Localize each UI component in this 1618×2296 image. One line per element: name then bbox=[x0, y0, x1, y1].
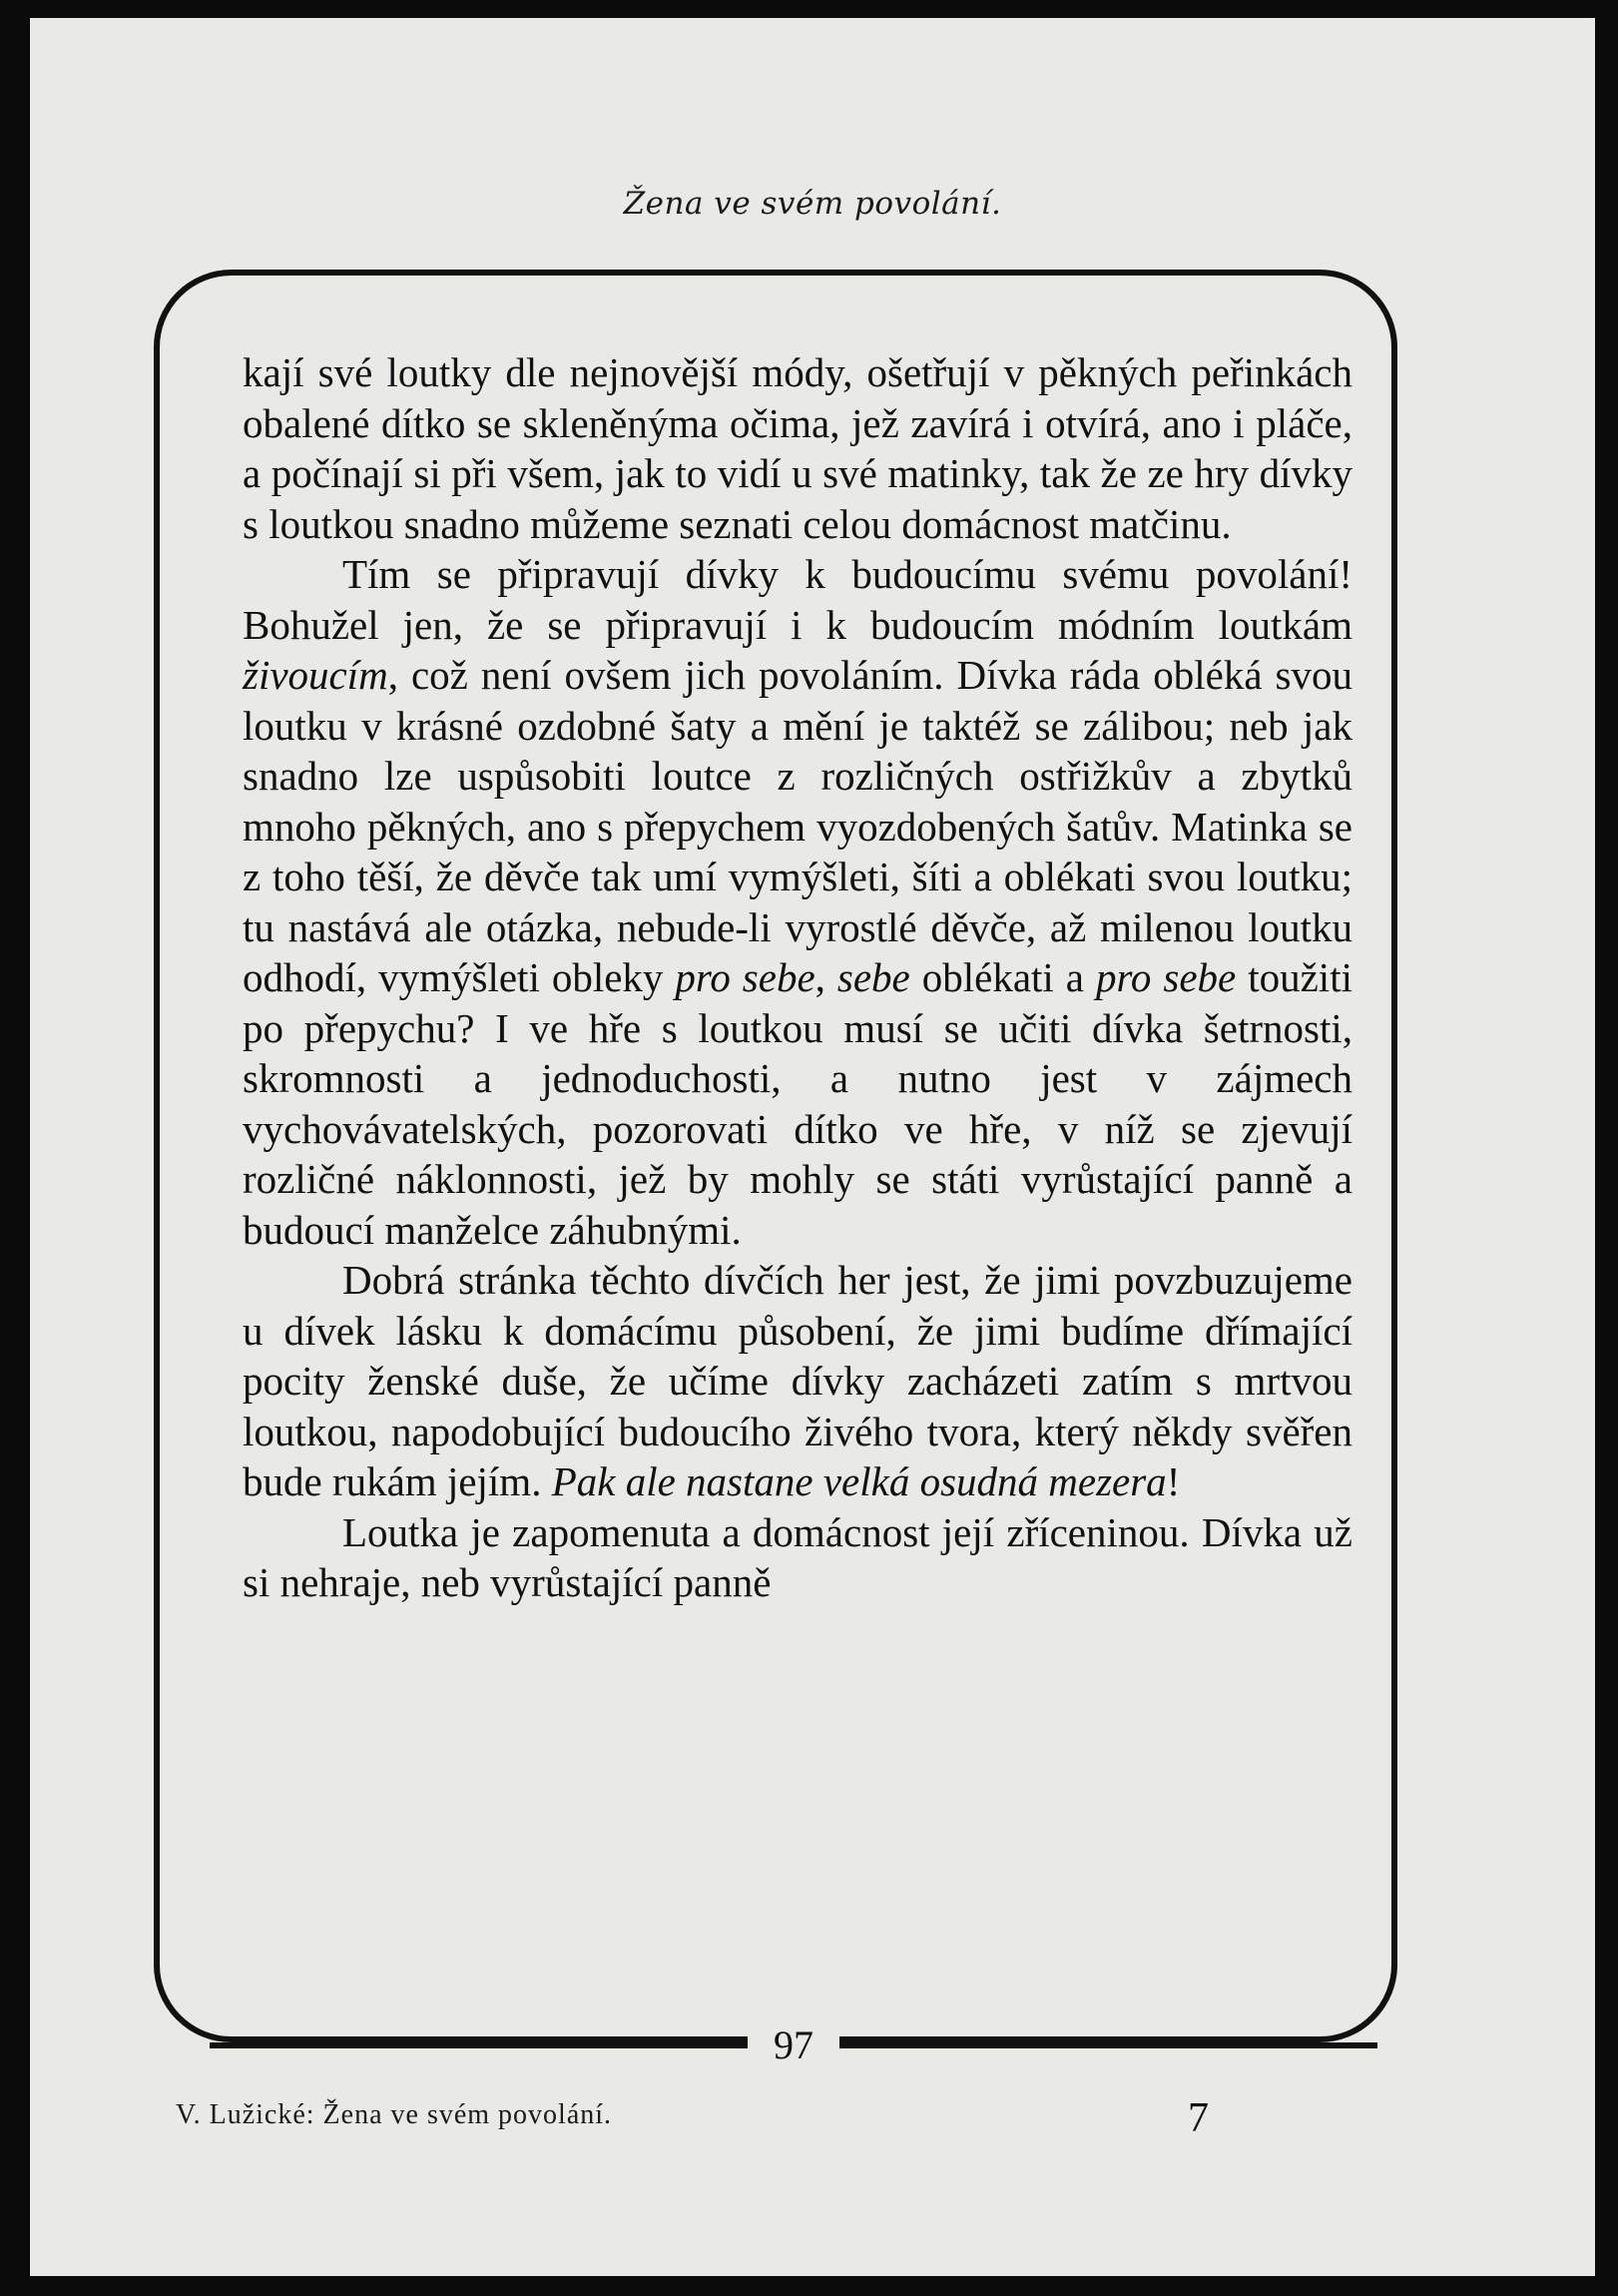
emphasis-run: živoucím bbox=[243, 652, 388, 698]
folio-rule-right bbox=[839, 2042, 1377, 2048]
text-run: , bbox=[814, 954, 837, 1000]
paragraph-2 bbox=[243, 549, 1352, 1255]
paragraph-3 bbox=[243, 1255, 1352, 1507]
emphasis-run: sebe bbox=[836, 954, 910, 1000]
text-run: toužiti po přepychu? I ve hře s loutkou musí se učiti dívka šetrnosti, skromnosti a jednoduchosti, a nutno jest v zájmech vychovávatelských, pozorovati dítko ve hře, v níž se zjevují rozličné náklonnosti, jež by mohly se státi vyrůstající panně a budoucí manželce záhubnými. bbox=[243, 954, 1352, 1253]
body-text bbox=[243, 347, 1352, 1608]
text-run: ! bbox=[1166, 1458, 1181, 1504]
signature-line: V. Lužické: Žena ve svém povolání. bbox=[176, 2099, 613, 2130]
text-run: , což není ovšem jich povoláním. Dívka ráda obléká svou loutku v krásné ozdobné šaty a mění je taktéž se zálibou; neb jak snadno lze uspůsobiti loutce z rozličných ostřižkův a zbytků mnoho pěkných, ano s přepychem vyozdobených šatův. Matinka se z toho těší, že děvče tak umí vymýšleti, šíti a oblékati svou loutku; tu nastává ale otázka, nebude-li vyrostlé děvče, až milenou loutku odhodí, vymýšleti obleky bbox=[243, 652, 1352, 1000]
folio-band bbox=[210, 2020, 1377, 2070]
paragraph-4: Loutka je zapomenuta a domácnost její zříceninou. Dívka už si nehraje, neb vyrůstající panně bbox=[243, 1508, 1352, 1605]
running-head: Žena ve svém povolání. bbox=[623, 186, 1002, 222]
paragraph-1: kají své loutky dle nejnovější módy, ošetřují v pěkných peřinkách obalené dítko se skleněnýma očima, jež zavírá i otvírá, ano i pláče, a počínají si při všem, jak to vidí u své matinky, tak že ze hry dívky s loutkou snadno můžeme seznati celou domácnost matčinu. bbox=[243, 349, 1352, 547]
text-run: oblékati a bbox=[909, 954, 1096, 1000]
signature-mark: 7 bbox=[1188, 2095, 1209, 2141]
text-run: Tím se připravují dívky k budoucímu svému povolání! Bohužel jen, že se připravují i k budoucím módním loutkám bbox=[243, 551, 1352, 648]
emphasis-run: Pak ale nastane velká osudná mezera bbox=[551, 1458, 1167, 1504]
page-number: 97 bbox=[748, 2025, 839, 2065]
emphasis-run: pro sebe bbox=[1095, 954, 1237, 1000]
book-page bbox=[30, 18, 1595, 2276]
folio-rule-left bbox=[210, 2042, 748, 2048]
text-run: Dobrá stránka těchto dívčích her jest, že jimi povzbuzujeme u dívek lásku k domácímu působení, že jimi budíme dřímající pocity ženské duše, že učíme dívky zacházeti zatím s mrtvou loutkou, napodobující budoucího živého tvora, který někdy svěřen bude rukám jejím. bbox=[243, 1257, 1352, 1504]
emphasis-run: pro sebe bbox=[675, 954, 815, 1000]
